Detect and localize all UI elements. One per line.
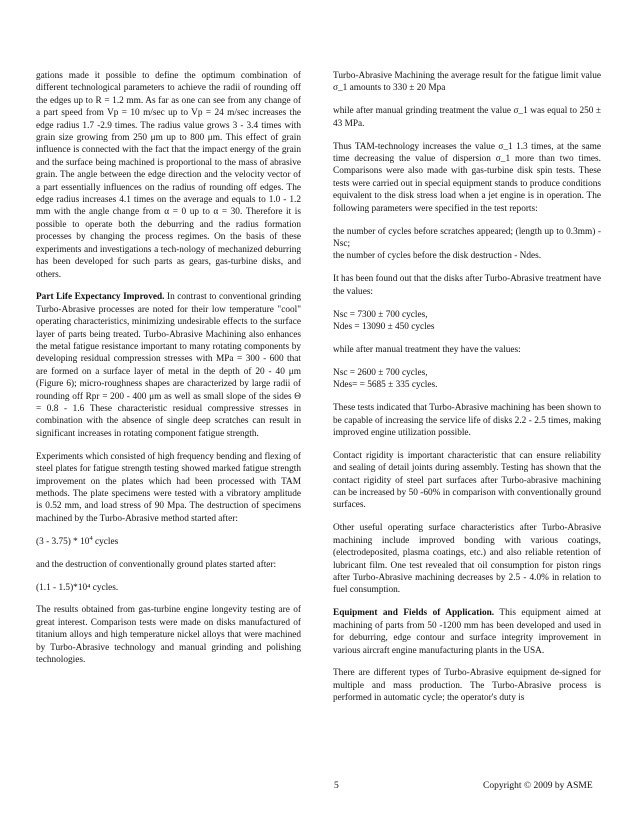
paragraph-found-out: It has been found out that the disks after Turbo-Abrasive treatment have the values: [333, 274, 601, 297]
paragraph-conventional-destruction: and the destruction of conventionally ground plates started after: [36, 559, 277, 570]
cycles-tam [36, 536, 301, 548]
paragraph-contact-rigidity: Contact rigidity is important characteristic that can ensure reliability and sealing of detail joints during assembly. Testing has shown that the contact rigidity of steel part surfaces after Turbo-abrasive machining can be increased by 50 -60% in comparison with conventionally ground surfaces. [333, 450, 601, 511]
section-heading-part-life: Part Life Expectancy Improved. [36, 292, 165, 303]
paragraph-part-life [36, 291, 301, 440]
cycles-tam-main: (3 - 3.75) * 10 [36, 536, 90, 547]
manual-nsc-value: Nsc = 2600 ± 700 cycles, [333, 367, 428, 378]
paragraph-part-life-body: In contrast to conventional grinding Turbo-Abrasive processes are noted for their low temperature "cool" operating characteristics, minimizing undesirable effects to the surface layer of parts being treated. Turbo-Abrasive Machining also enhances the metal fatigue resistance important to many rotating components by developing residual compression stresses with MPa = 300 - 600 that are formed on a surface layer of metal in the depth of 20 - 40 μm (Figure 6); micro-roughness shapes are characterized by large radii of rounding off Rpr = 200 - 400 μm as well as small slope of the sides Θ = 0.8 - 1.6 These characteristic residual compressive stresses in combination with the absence of single deep scratches can result in significant increases in rotating component fatigue strength. [36, 292, 301, 439]
right-column [333, 70, 601, 715]
paragraph-experiments: Experiments which consisted of high frequency bending and flexing of steel plates for fatigue strength testing showed marked fatigue strength improvement on the plates which had been processed with TAM methods. The plate specimens were tested with a vibratory amplitude is 0.52 mm, and load stress of 90 Mpa. The destruction of specimens machined by the Turbo-Abrasive method started after: [36, 451, 301, 524]
manual-ndes-value: Ndes= = 5685 ± 335 cycles. [333, 380, 438, 391]
tam-nsc-value: Nsc = 7300 ± 700 cycles, [333, 309, 428, 320]
tam-ndes-value: Ndes = 13090 ± 450 cycles [333, 322, 435, 332]
paragraph-tam-increase: Thus TAM-technology increases the value σ_1 1.3 times, at the same time decreasing the value of dispersion σ_1 more than two times. Comparisons were also made with gas-turbine disk spin tests. These tests were carried out in special equipment stands to produce conditions equivalent to the disk stress load when a jet engine is in operation. The following parameters were specified in the test reports: [333, 141, 601, 214]
param-ndes: the number of cycles before the disk destruction - Ndes. [333, 251, 542, 262]
paragraph-equipment [333, 607, 601, 657]
paragraph-fatigue-limit: Turbo-Abrasive Machining the average result for the fatigue limit value σ_1 amounts to 330 ± 20 Mpa [333, 71, 601, 94]
paragraph-optimum-combination: gations made it possible to define the optimum combination of different technological parameters to achieve the radii of rounding off the edges up to R = 1.2 mm. As far as one can see from any change of a part speed from Vp = 10 m/sec up to Vp = 24 m/sec increases the edge radius 1.7 -2.9 times. The radius value grows 3 - 3.4 times with grain size growing from 250 μm up to 800 μm. This effect of grain influence is connected with the fact that the impact energy of the grain and the surface being machined is proportional to the mass of abrasive grain. The angle between the edge direction and the velocity vector of a part essentially influences on the radius of rounding off edges. The edge radius increases 4.1 times on the average and equals to 1.0 - 1.2 mm with the angle change from α = 0 up to α = 30. Therefore it is possible to operate both the deburring and the radius formation processes by changing the process regimes. On the basis of these experiments and investigations a tech-nology of mechanized deburring has been developed for such parts as gears, gas-turbine disks, and others. [36, 71, 301, 280]
param-nsc: the number of cycles before scratches appeared; (length up to 0.3mm) - Nsc; [333, 226, 601, 249]
cycles-conventional: (1.1 - 1.5)*10⁴ cycles. [36, 582, 119, 593]
cycles-tam-tail: cycles [92, 536, 119, 547]
section-heading-equipment: Equipment and Fields of Application. [333, 608, 495, 619]
paragraph-service-life: These tests indicated that Turbo-Abrasive machining has been shown to be capable of increasing the service life of disks 2.2 - 2.5 times, making improved engine utilization possible. [333, 403, 601, 438]
paragraph-gas-turbine-results: The results obtained from gas-turbine engine longevity testing are of great interest. Comparison tests were made on disks manufactured of titanium alloys and high temperature nickel alloys that were machined by Turbo-Abrasive technology and manual grinding and polishing technologies. [36, 605, 301, 666]
copyright-notice: Copyright © 2009 by ASME [483, 781, 593, 791]
left-column [36, 70, 301, 677]
paragraph-surface-characteristics: Other useful operating surface characteristics after Turbo-Abrasive machining include improved bonding with various coatings, (electrodeposited, plasma coatings, etc.) and also reliable retention of lubricant film. One test revealed that oil consumption for piston rings after Turbo-Abrasive machining decreases by 2.5 - 4.0% in relation to fuel consumption. [333, 523, 601, 596]
paragraph-equipment-body: This equipment aimed at machining of parts from 50 -1200 mm has been developed and used in for deburring, edge contour and surface integrity improvement in various aircraft engine manufacturing plants in the USA. [333, 608, 602, 656]
paragraph-manual-values: while after manual treatment they have the values: [333, 344, 521, 355]
paragraph-manual-grinding: while after manual grinding treatment the value σ_1 was equal to 250 ± 43 MPa. [333, 106, 601, 129]
page-number: 5 [334, 781, 339, 791]
paragraph-equipment-types: There are different types of Turbo-Abrasive equipment de-signed for multiple and mass production. The Turbo-Abrasive process is performed in automatic cycle; the operator's duty is [333, 668, 601, 704]
cycles-tam-exponent: 4 [89, 534, 93, 542]
